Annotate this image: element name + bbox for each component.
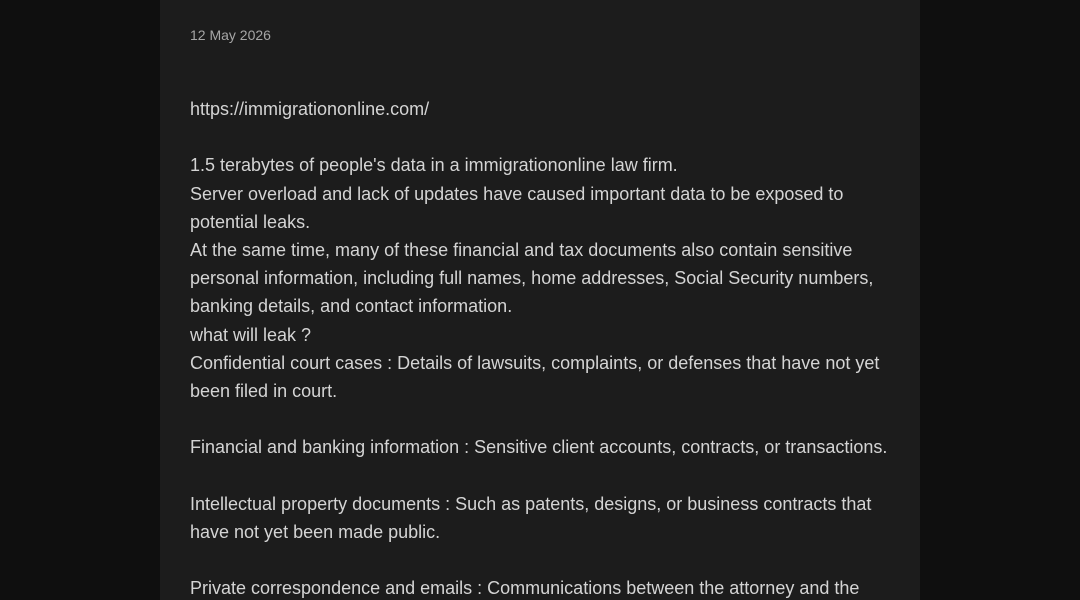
post-line: At the same time, many of these financial and tax documents also contain sensitive xyxy=(190,240,853,260)
post-line: potential leaks. xyxy=(190,211,311,232)
post-url: https://immigrationonline.com/ xyxy=(190,99,430,119)
paragraph-gap xyxy=(190,462,890,490)
post-private-line: Private correspondence and emails : Communications between the attorney and the xyxy=(190,578,860,599)
post-card xyxy=(160,0,920,600)
post-line: personal information, including full names, home addresses, Social Security numbers, xyxy=(190,268,874,289)
paragraph-gap xyxy=(190,546,890,574)
post-date: 12 May 2026 xyxy=(190,27,271,43)
post-line: Server overload and lack of updates have caused important data to be exposed to xyxy=(190,183,844,204)
post-line: banking details, and contact information. xyxy=(190,296,513,317)
post-line: been filed in court. xyxy=(190,381,338,402)
post-body xyxy=(190,95,890,600)
paragraph-gap xyxy=(190,405,890,433)
post-line: Confidential court cases : Details of lawsuits, complaints, or defenses that have not yet xyxy=(190,352,880,373)
post-financial-line: Financial and banking information : Sensitive client accounts, contracts, or transactions. xyxy=(190,437,888,458)
post-ip-line: have not yet been made public. xyxy=(190,522,441,542)
post-line: 1.5 terabytes of people's data in a immigrationonline law firm. xyxy=(190,155,678,176)
post-ip-line: Intellectual property documents : Such as patents, designs, or business contracts that xyxy=(190,493,872,514)
paragraph-gap xyxy=(190,123,890,151)
post-line: what will leak ? xyxy=(190,324,312,345)
